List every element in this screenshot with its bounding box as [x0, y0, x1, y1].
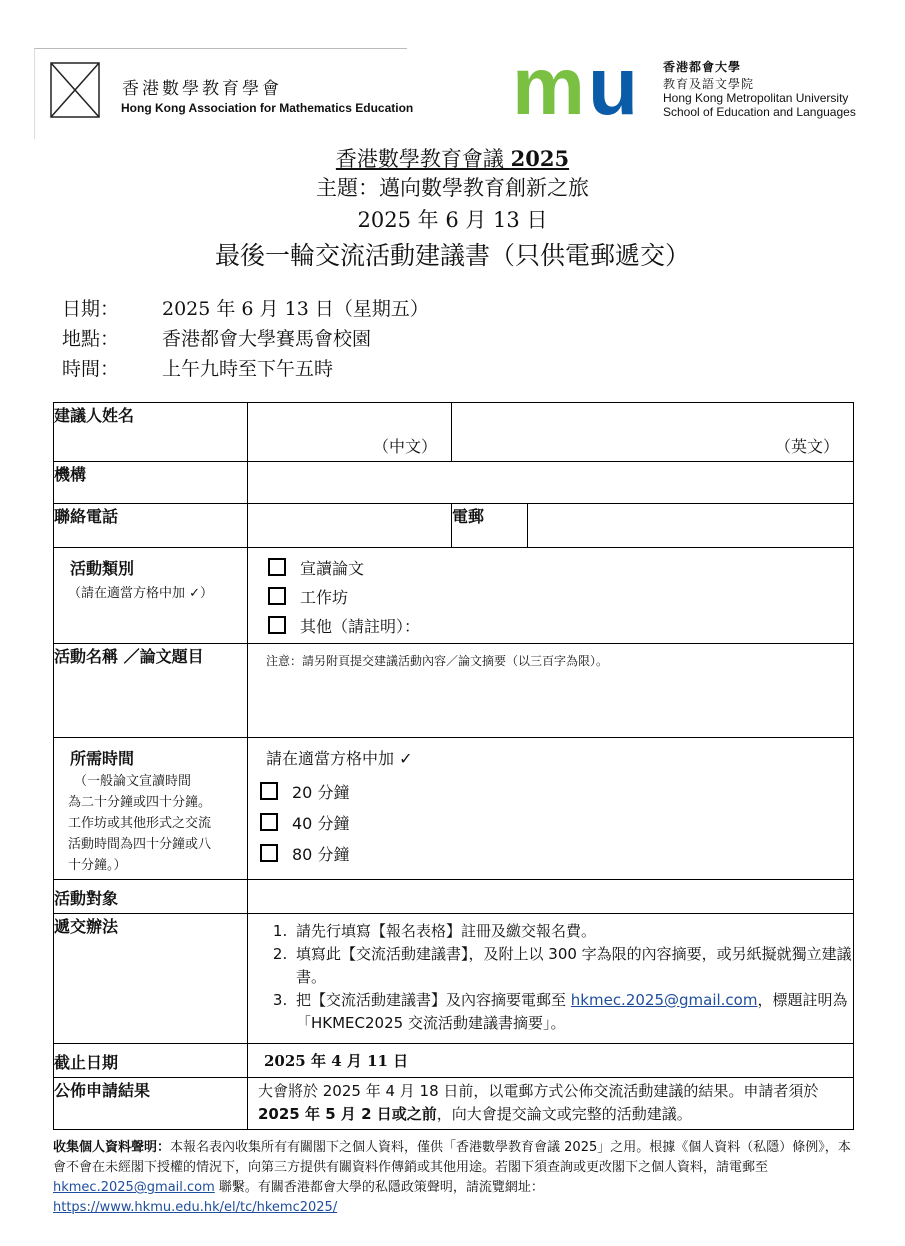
type-label-cell: [54, 548, 248, 644]
duration-option-20[interactable]: 20 分鐘: [260, 777, 853, 808]
hkame-name-en: Hong Kong Association for Mathematics Education: [121, 101, 414, 115]
phone-field[interactable]: [248, 504, 452, 548]
deadline-label: 截止日期: [54, 1044, 248, 1078]
checkbox[interactable]: [260, 813, 278, 831]
svg-text:u: u: [588, 58, 639, 118]
audience-field[interactable]: [248, 880, 854, 914]
submission-row: [54, 914, 854, 1044]
type-options: [248, 548, 854, 644]
conference-title: 香港數學教育會議 2025: [335, 146, 570, 171]
type-option-other[interactable]: 其他（請註明）：: [268, 612, 853, 641]
checkbox[interactable]: [268, 558, 286, 576]
email-link[interactable]: hkmec.2025@gmail.com: [570, 991, 758, 1009]
name-row: [54, 403, 854, 462]
english-name-field[interactable]: [452, 403, 854, 462]
org-row: [54, 462, 854, 504]
email-field[interactable]: [528, 504, 854, 548]
phone-label: 聯絡電話: [54, 504, 248, 548]
school-name-en: School of Education and Languages: [663, 105, 856, 119]
proposal-form-table: [53, 402, 854, 1130]
submission-label: 遞交辦法: [54, 914, 248, 1044]
duration-options: [248, 738, 854, 880]
title-note: 注意：請另附頁提交建議活動內容／論文摘要（以三百字為限）。: [266, 654, 609, 668]
english-hint: （英文）: [774, 437, 839, 456]
hkame-name-zh: 香港數學教育學會: [122, 79, 282, 99]
org-field[interactable]: [248, 462, 854, 504]
submission-steps: [248, 914, 854, 1044]
name-label: 建議人姓名: [54, 403, 248, 462]
svg-text:m: m: [512, 58, 579, 118]
privacy-url-link[interactable]: https://www.hkmu.edu.hk/el/tc/hkemc2025/: [53, 1200, 338, 1215]
type-option-workshop[interactable]: 工作坊: [268, 583, 853, 612]
duration-instruction: 請在適當方格中加 ✓: [266, 749, 413, 768]
type-label: 活動類別: [70, 559, 135, 578]
chinese-hint: （中文）: [372, 437, 437, 456]
result-text: 大會將於 2025 年 4 月 18 日前，以電郵方式公佈交流活動建議的結果。申請者須於 2025 年 5 月 2 日或之前，向大會提交論文或完整的活動建議。: [248, 1078, 854, 1130]
org-label: 機構: [54, 462, 248, 504]
type-row: [54, 548, 854, 644]
duration-option-80[interactable]: 80 分鐘: [260, 839, 853, 870]
deadline-value: 2025 年 4 月 11 日: [248, 1044, 854, 1078]
privacy-statement: 收集個人資料聲明：本報名表內收集所有有關閣下之個人資料，僅供「香港數學教育會議 2025」之用。根據《個人資料（私隱）條例》，本會不會在未經閣下授權的情況下，向第三方提供有關資料作傳銷或其他用途。若閣下須查詢或更改閣下之個人資料，請電郵至 hkmec.2025@gmail.com 聯繫。有關香港都會大學的私隱政策聲明，請流覽網址： https://www.hkmu.edu.hk/el/tc/hkemc2025/: [53, 1140, 851, 1215]
activity-title-label: 活動名稱 ／論文題目: [54, 644, 248, 738]
step-3: 3. 把【交流活動建議書】及內容摘要電郵至 hkmec.2025@gmail.com，標題註明為「HKMEC2025 交流活動建議書摘要」。: [292, 989, 853, 1035]
checkbox[interactable]: [260, 844, 278, 862]
duration-label: 所需時間: [70, 749, 135, 768]
venue-value: 香港都會大學賽馬會校園: [162, 328, 372, 350]
time-label: 時間：: [62, 358, 120, 380]
duration-hint: （一般論文宣讀時間 為二十分鐘或四十分鐘。 工作坊或其他形式之交流 活動時間為四十分鐘或八 十分鐘。）: [68, 774, 212, 873]
duration-label-cell: [54, 738, 248, 880]
form-title: 最後一輪交流活動建議書（只供電郵遞交）: [214, 241, 690, 270]
footer-email-link[interactable]: hkmec.2025@gmail.com: [53, 1180, 215, 1195]
result-label: 公佈申請結果: [54, 1078, 248, 1130]
date-value: 2025 年 6 月 13 日（星期五）: [162, 298, 429, 320]
audience-row: [54, 880, 854, 914]
venue-label: 地點：: [62, 328, 120, 350]
type-hint: （請在適當方格中加 ✓）: [68, 586, 214, 601]
university-name-en: Hong Kong Metropolitan University: [663, 91, 849, 105]
result-row: [54, 1078, 854, 1130]
hkmu-logo-icon: [512, 58, 652, 118]
university-name-zh: 香港都會大學: [663, 60, 742, 74]
deadline-row: [54, 1044, 854, 1078]
audience-label: 活動對象: [54, 880, 248, 914]
conference-date: 2025 年 6 月 13 日: [357, 208, 548, 232]
privacy-lead: 收集個人資料聲明：: [53, 1140, 171, 1155]
school-name-zh: 教育及語文學院: [663, 77, 755, 91]
contact-row: [54, 504, 854, 548]
checkbox[interactable]: [268, 616, 286, 634]
type-option-paper[interactable]: 宣讀論文: [268, 554, 853, 583]
step-2: 2. 填寫此【交流活動建議書】，及附上以 300 字為限的內容摘要，或另紙擬就獨立建議書。: [292, 943, 853, 989]
conference-theme: 主題：邁向數學教育創新之旅: [316, 176, 589, 200]
time-value: 上午九時至下午五時: [162, 358, 334, 380]
duration-row: [54, 738, 854, 880]
checkbox[interactable]: [268, 587, 286, 605]
title-row: [54, 644, 854, 738]
duration-option-40[interactable]: 40 分鐘: [260, 808, 853, 839]
chinese-name-field[interactable]: [248, 403, 452, 462]
email-label: 電郵: [452, 504, 528, 548]
step-1: 1. 請先行填寫【報名表格】註冊及繳交報名費。: [292, 920, 853, 943]
checkbox[interactable]: [260, 782, 278, 800]
activity-title-field[interactable]: [248, 644, 854, 738]
date-label: 日期：: [62, 298, 120, 320]
hkame-logo-icon: [50, 62, 100, 118]
